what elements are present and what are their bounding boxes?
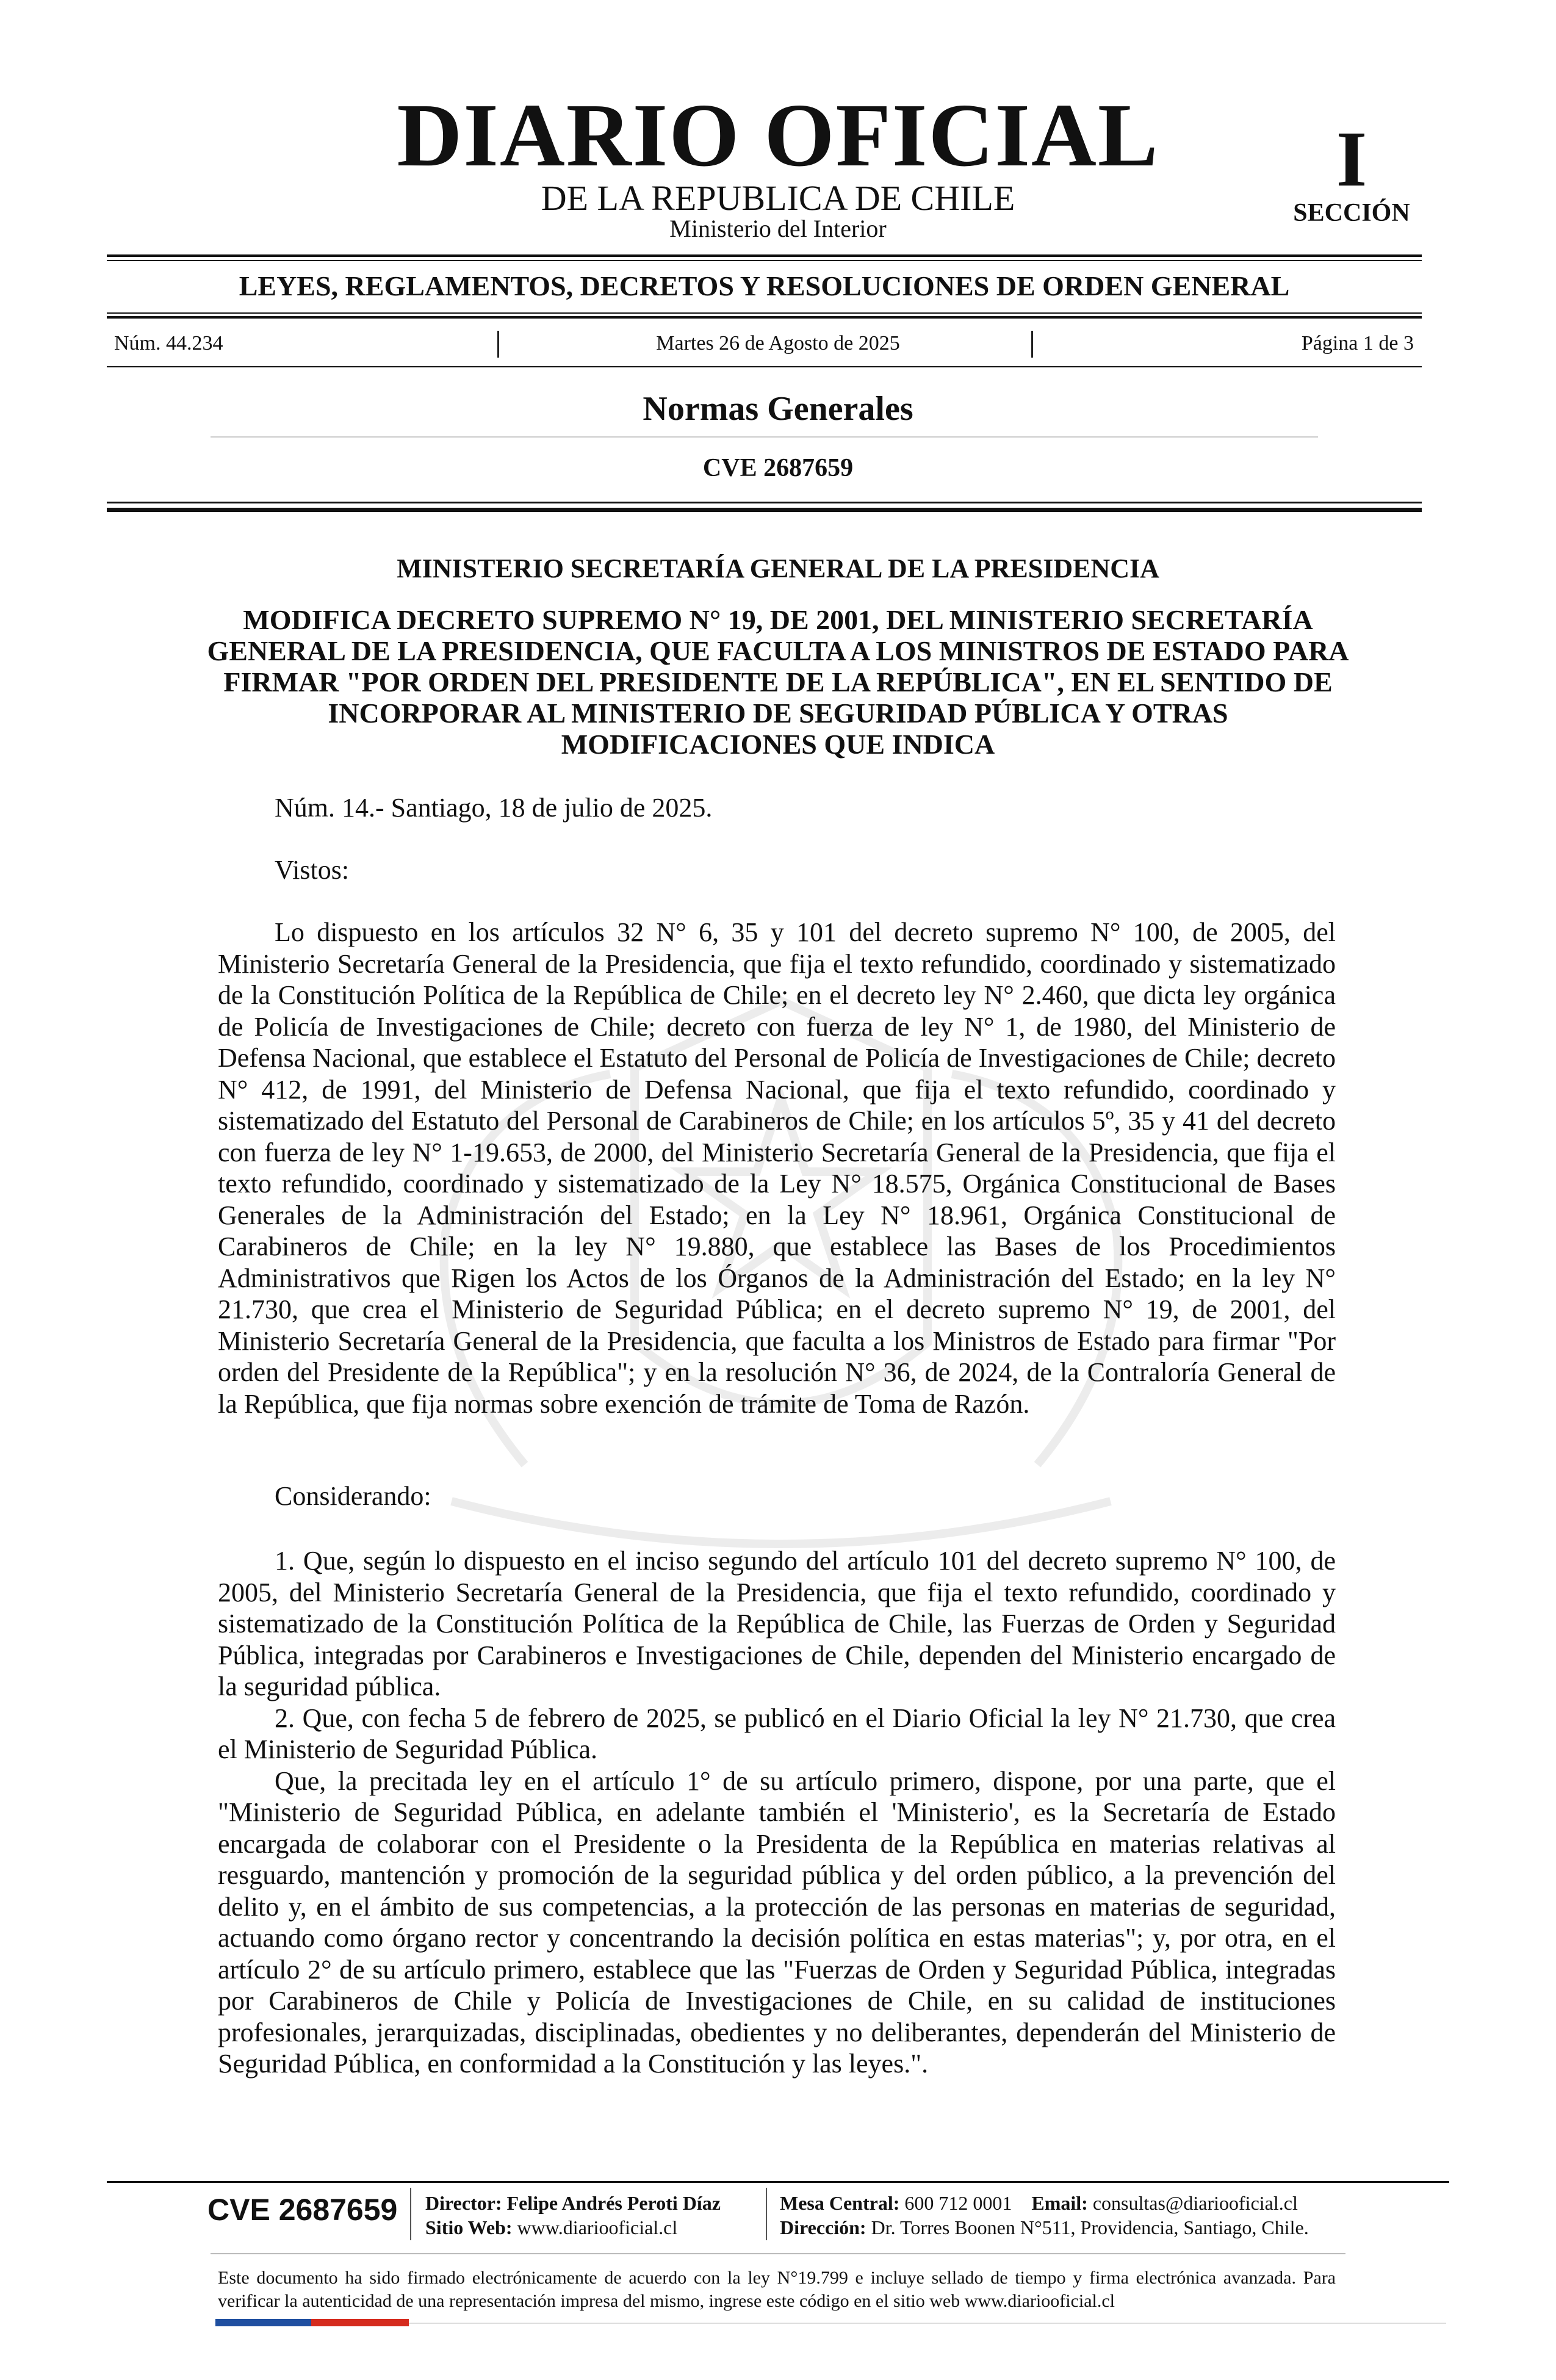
decree-line: Núm. 14.- Santiago, 18 de julio de 2025. — [275, 793, 713, 823]
mesa-phone: 600 712 0001 — [904, 2192, 1012, 2214]
ministry-heading: MINISTERIO SECRETARÍA GENERAL DE LA PRESIDENCIA — [397, 554, 1159, 583]
footer-cve: CVE 2687659 — [207, 2193, 398, 2227]
footer-address — [780, 2215, 1309, 2240]
mesa-label: Mesa Central: — [780, 2192, 900, 2214]
band-title: LEYES, REGLAMENTOS, DECRETOS Y RESOLUCIONES DE ORDEN GENERAL — [239, 270, 1290, 301]
considerando-item: 2. Que, con fecha 5 de febrero de 2025, se publicó en el Diario Oficial la ley N° 21.730, que crea el Ministerio de Seguridad Pública. — [218, 1703, 1336, 1764]
footer-separator — [766, 2188, 767, 2240]
cve-code: CVE 2687659 — [702, 454, 854, 482]
section-number: I — [1336, 115, 1367, 203]
site-label: Sitio Web: — [425, 2216, 513, 2238]
director-label: Director: — [425, 2192, 502, 2214]
section-heading: Normas Generales — [643, 390, 913, 428]
heading-divider — [211, 436, 1318, 438]
flag-stripe-blue — [215, 2319, 311, 2326]
address-label: Dirección: — [780, 2216, 866, 2238]
footer-director — [425, 2191, 721, 2215]
section-label: SECCIÓN — [1293, 199, 1410, 227]
meta-separator — [497, 331, 499, 358]
masthead-title: DIARIO OFICIAL — [397, 85, 1159, 186]
vistos-label: Vistos: — [275, 855, 350, 885]
footer-rule — [107, 2181, 1449, 2183]
address-text: Dr. Torres Boonen N°511, Providencia, Santiago, Chile. — [871, 2216, 1309, 2238]
band-rule-bottom-2 — [107, 316, 1422, 319]
email-label: Email: — [1031, 2192, 1088, 2214]
footer-separator — [410, 2188, 411, 2240]
footer-divider — [211, 2253, 1345, 2254]
footer-contact — [780, 2191, 1298, 2215]
director-name: Felipe Andrés Peroti Díaz — [506, 2192, 721, 2214]
footer-disclaimer: Este documento ha sido firmado electrónicamente de acuerdo con la ley N°19.799 e incluye sellado de tiempo y firma electrónica avanzada. Para verificar la autenticidad de una representación impresa del mismo, ingrese este código en el sitio web www.diariooficial.cl — [218, 2268, 1336, 2311]
page-indicator: Página 1 de 3 — [1301, 332, 1414, 355]
flag-stripe-red — [311, 2319, 409, 2326]
considerando-item: 1. Que, según lo dispuesto en el inciso segundo del artículo 101 del decreto supremo N° 100, de 2005, del Ministerio Secretaría General de la Presidencia, que fija el texto refundido, coordinado y sistematizado de la Constitución Política de la República de Chile, las Fuerzas de Orden y Seguridad Pública, integradas por Carabineros e Investigaciones de Chile, dependen del Ministerio encargado de la seguridad pública. — [218, 1546, 1336, 1701]
considerando-list — [218, 1545, 1336, 2080]
footer-site — [425, 2215, 677, 2240]
considerando-label: Considerando: — [275, 1481, 431, 1511]
issue-date: Martes 26 de Agosto de 2025 — [656, 332, 900, 355]
site-link[interactable]: www.diariooficial.cl — [517, 2216, 678, 2238]
document-title: MODIFICA DECRETO SUPREMO N° 19, DE 2001, DEL MINISTERIO SECRETARÍA GENERAL DE LA PRESIDENCIA, QUE FACULTA A LOS MINISTROS DE ESTADO PARA FIRMAR "POR ORDEN DEL PRESIDENTE DE LA REPÚBLICA", EN EL SENTIDO DE INCORPORAR AL MINISTERIO DE SEGURIDAD PÚBLICA Y OTRAS MODIFICACIONES QUE INDICA — [207, 604, 1349, 760]
flag-baseline — [409, 2323, 1446, 2324]
masthead-subtitle: DE LA REPUBLICA DE CHILE — [541, 178, 1015, 218]
meta-rule — [107, 366, 1422, 367]
vistos-text: Lo dispuesto en los artículos 32 N° 6, 35 y 101 del decreto supremo N° 100, de 2005, del Ministerio Secretaría General de la Presidencia, que fija el texto refundido, coordinado y sistematizado de la Constitución Política de la República de Chile; en el decreto ley N° 2.460, que dicta ley orgánica de Policía de Investigaciones de Chile; decreto con fuerza de ley N° 1, de 1980, del Ministerio de Defensa Nacional, que establece el Estatuto del Personal de Policía de Investigaciones de Chile; decreto N° 412, de 1991, del Ministerio de Defensa Nacional, que fija el texto refundido, coordinado y sistematizado del Estatuto del Personal de Carabineros de Chile; en los artículos 5º, 35 y 41 del decreto con fuerza de ley N° 1-19.653, de 2000, del Ministerio Secretaría General de la Presidencia, que fija el texto refundido, coordinado y sistematizado de la Ley N° 18.575, Orgánica Constitucional de Bases Generales de la Administración del Estado; en la Ley N° 18.961, Orgánica Constitucional de Carabineros de Chile; en la ley N° 19.880, que establece las Bases de los Procedimientos Administrativos que Rigen los Actos de los Órganos de la Administración del Estado; en la ley N° 21.730, que crea el Ministerio de Seguridad Pública; en el decreto supremo N° 19, de 2001, del Ministerio Secretaría General de la Presidencia, que faculta a los Ministros de Estado para firmar "Por orden del Presidente de la República"; y en la resolución N° 36, de 2024, de la Contraloría General de la República, que fija normas sobre exención de trámite de Toma de Razón. — [218, 917, 1336, 1419]
considerando-item: Que, la precitada ley en el artículo 1° de su artículo primero, dispone, por una parte, que el "Ministerio de Seguridad Pública, en adelante también el 'Ministerio', es la Secretaría de Estado encargada de colaborar con el Presidente o la Presidenta de la República en materias relativas al resguardo, mantención y promoción de la seguridad pública y del orden público, a la prevención del delito y, en el ámbito de sus competencias, a la protección de las personas en materias de seguridad, actuando como órgano rector y concentrando la decisión política en estas materias"; y, por otra, en el artículo 2° de su artículo primero, establece que las "Fuerzas de Orden y Seguridad Pública, integradas por Carabineros de Chile y Policía de Investigaciones de Chile, en su calidad de instituciones profesionales, jerarquizadas, disciplinadas, obedientes y no deliberantes, dependerán del Ministerio de Seguridad Pública, en conformidad a la Constitución y las leyes.". — [218, 1765, 1336, 2079]
band-rule-top-2 — [107, 260, 1422, 261]
band-rule-top-1 — [107, 254, 1422, 257]
vistos-paragraph — [218, 917, 1336, 1419]
issue-number: Núm. 44.234 — [114, 332, 223, 355]
band-rule-bottom-1 — [107, 312, 1422, 314]
masthead-ministry: Ministerio del Interior — [669, 215, 887, 242]
meta-separator — [1031, 331, 1033, 358]
email-link[interactable]: consultas@diariooficial.cl — [1092, 2192, 1298, 2214]
cve-rule-2 — [107, 508, 1422, 512]
cve-rule-1 — [107, 502, 1422, 503]
